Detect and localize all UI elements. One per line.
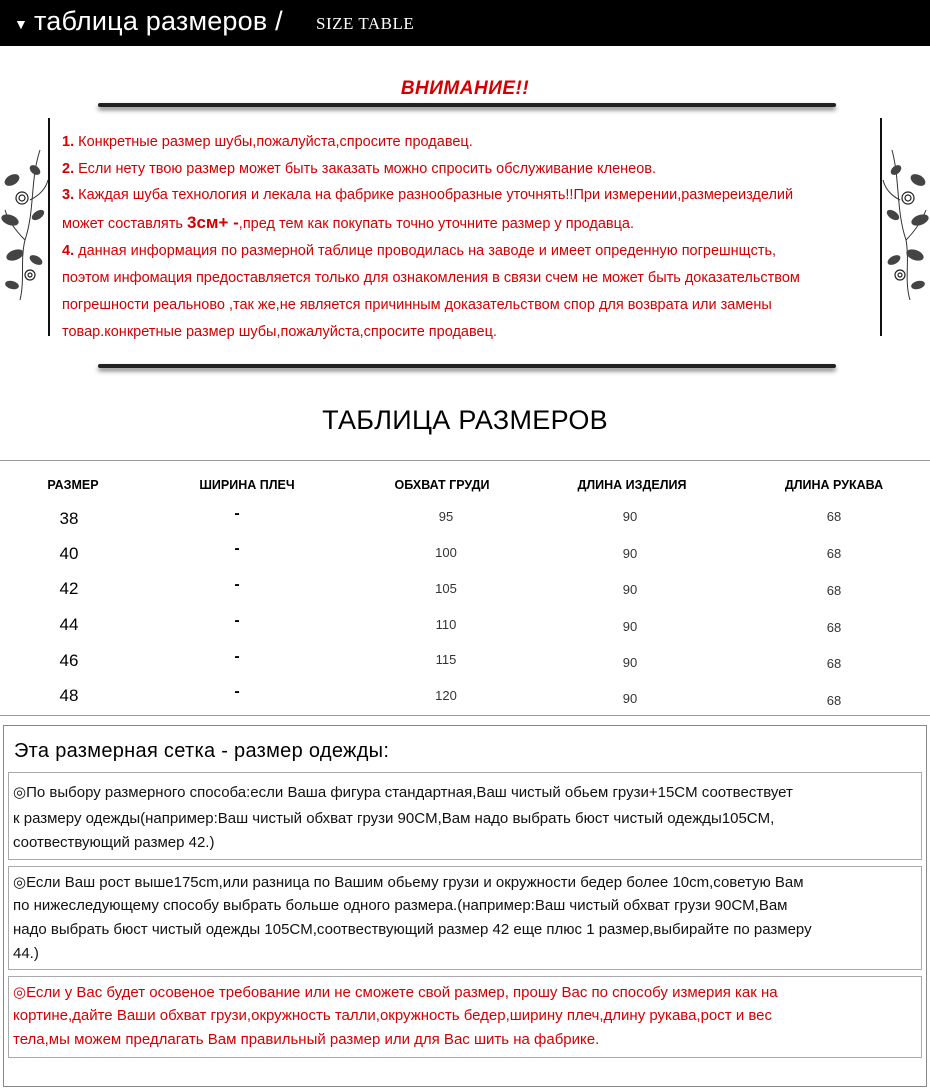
notice-line-8: товар.конкретные размер шубы,пожалуйста,спросите продавец. [62,324,497,340]
cell-chest: 95 [438,509,454,524]
info-box3-line: ◎Если у Вас будет осовеное требование или не сможете свой размер, прошу Вас по способу измерия как на [13,984,778,1001]
notice-line-5: 4. данная информация по размерной таблице проводилась на заводе и имеет опреденную погрешнщсть, [62,243,777,259]
cell-length: 90 [622,619,638,634]
info-box1-line: ◎По выбору размерного способа:если Ваша фигура стандартная,Ваш чистый обьем грузи+15CM соотвествует [13,784,793,801]
cell-sleeve: 68 [826,509,842,524]
cell-sleeve: 68 [826,583,842,598]
info-box3-line: кортине,дайте Ваши обхват грузи,окружность талли,окружность бедер,ширину плеч,длину рукава,рост и вес [13,1007,773,1024]
cell-size: 44 [59,615,79,634]
column-header-size: РАЗМЕР [47,478,99,492]
header-title-ru: таблица размеров / [34,6,283,36]
cell-chest: 105 [435,581,457,596]
notice-line-7: погрешности реальново ,так же,не является причинным доказательством спор для возврата или замены [62,297,772,313]
cell-chest: 120 [435,688,457,703]
cell-shoulder: - [234,648,240,665]
info-box1-line: соотвествующий размер 42.) [13,834,215,851]
cell-size: 46 [59,651,79,670]
cell-sleeve: 68 [826,693,842,708]
cell-length: 90 [622,655,638,670]
notice-top-rule [98,103,836,107]
cell-size: 48 [59,686,79,705]
floral-decoration-left-icon [0,150,50,300]
notice-line-3: 3. Каждая шуба технология и лекала на фабрике разнообразные уточнять!!При измерении,размереизделий [62,187,794,203]
cell-shoulder: - [234,576,240,593]
info-box3-line: тела,мы можем предлагать Вам правильный размер или для Вас шить на фабрике. [13,1031,600,1048]
header-bar [0,0,930,46]
info-box2-line: ◎Если Ваш рост выше175cm,или разница по Вашим обьему грузи и окружности бедер более 10cm,советую Вам [13,874,804,891]
triangle-down-icon: ▼ [14,16,28,32]
cell-size: 40 [59,544,79,563]
notice-title: ВНИМАНИЕ!! [400,78,530,99]
table-bottom-divider [0,715,930,716]
notice-line-4: может составлять 3см+ -,пред тем как покупать точно уточните размер у продавца. [62,213,634,232]
cell-shoulder: - [234,683,240,700]
cell-size: 42 [59,579,79,598]
cell-chest: 115 [435,652,457,667]
info-box2-line: по нижеследующему способу выбрать больше одного размера.(например:Ваш чистый обхват грузи 90CM,Вам [13,897,788,914]
notice-line-1: 1. Конкретные размер шубы,пожалуйста,спросите продавец. [62,134,473,150]
column-header-shoulder: ШИРИНА ПЛЕЧ [199,478,295,492]
cell-length: 90 [622,691,638,706]
cell-length: 90 [622,546,638,561]
cell-sleeve: 68 [826,656,842,671]
info-box1-line: к размеру одежды(например:Ваш чистый обхват грузи 90CM,Вам надо выбрать бюст чистый одежды105CM, [13,810,775,827]
notice-line-2: 2. Если нету твою размер может быть заказать можно спросить обслуживание кленеов. [62,161,657,177]
cell-sleeve: 68 [826,620,842,635]
column-header-sleeve: ДЛИНА РУКАВА [784,478,884,492]
cell-chest: 100 [435,545,457,560]
cell-chest: 110 [435,617,457,632]
cell-shoulder: - [234,612,240,629]
floral-decoration-right-icon [882,150,930,300]
header-title-en: SIZE TABLE [316,14,415,33]
notice-bottom-rule [98,364,836,368]
cell-size: 38 [59,509,79,528]
cell-length: 90 [622,509,638,524]
info-box2-line: надо выбрать бюст чистый одежды 105CM,соотвествующий размер 42 еще плюс 1 размер,выбирайте по размеру [13,921,812,938]
info-heading: Эта размерная сетка - размер одежды: [14,740,390,762]
info-box2-line: 44.) [13,945,39,962]
cell-length: 90 [622,582,638,597]
size-table-title: ТАБЛИЦА РАЗМЕРОВ [322,405,608,435]
column-header-chest: ОБХВАТ ГРУДИ [394,478,490,492]
cell-shoulder: - [234,505,240,522]
column-header-length: ДЛИНА ИЗДЕЛИЯ [577,478,687,492]
notice-line-6: поэтом инфомация предоставляется только для ознакомления в связи счем не может быть доказательством [62,270,800,286]
cell-sleeve: 68 [826,546,842,561]
cell-shoulder: - [234,540,240,557]
table-top-divider [0,460,930,461]
